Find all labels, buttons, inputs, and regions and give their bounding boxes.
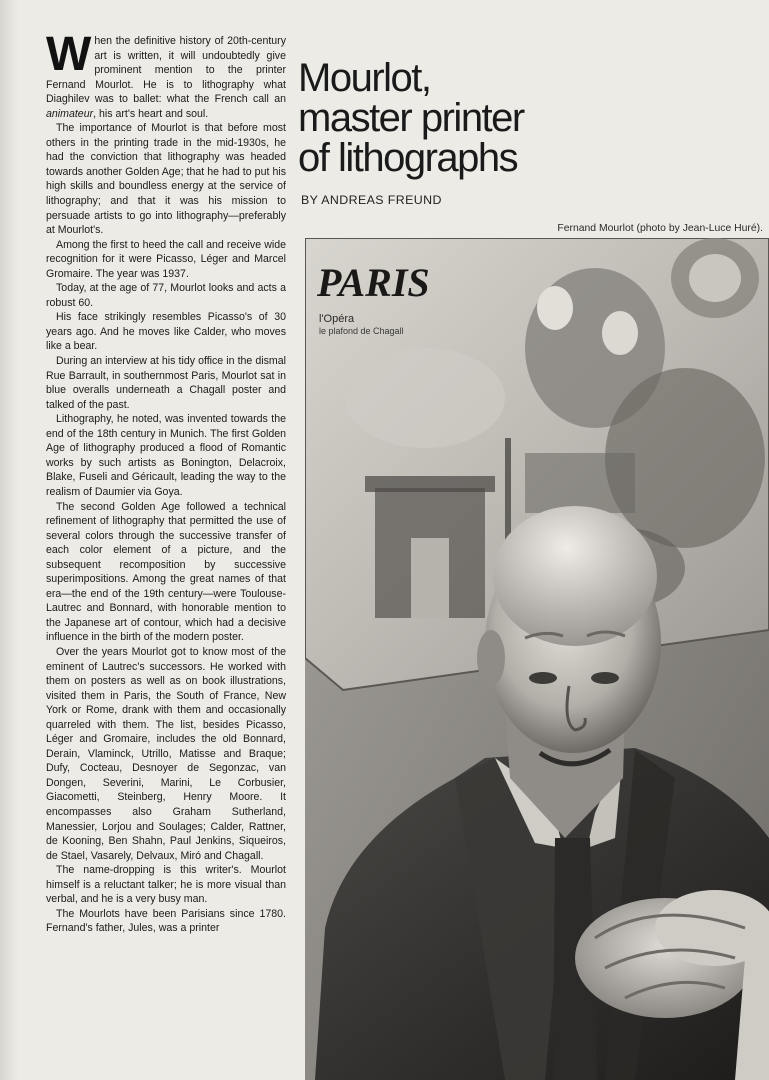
portrait-photo-illustration <box>305 238 769 1080</box>
byline: BY ANDREAS FREUND <box>301 193 442 207</box>
article-paragraph: When the definitive history of 20th-century art is written, it will undoubtedly give prominent mention to the printer Fernand Mourlot. He is to lithography what Diaghilev was to ballet: what the French call an animateur, his art's heart and soul. <box>46 28 286 120</box>
headline-line: master printer <box>298 96 524 140</box>
poster-subtitle: l'Opéra <box>319 313 355 325</box>
drop-cap: W <box>46 28 92 81</box>
page-gutter-shadow <box>0 0 18 1080</box>
article-paragraph: Over the years Mourlot got to know most of the eminent of Lautrec's successors. He worked with them on posters as well as on book illustrations, visited them in Paris, the South of France, New York or Rome, drank with them and occasionally quarreled with them. The list, besides Picasso, Léger and Gromaire, includes the old Bonnard, Derain, Vlaminck, Utrillo, Matisse and Braque; Dufy, Cocteau, Desnoyer de Segonzac, van Dongen, Severini, Marini, Le Corbusier, Giacometti, Steinberg, Henry Moore. It encompasses also Graham Sutherland, Manessier, Lorjou and Soulages; Calder, Rattner, de Kooning, Ben Shahn, Paul Jenkins, Siqueiros, de Stael, Vasarely, Delvaux, Miró and Chagall. <box>46 645 286 862</box>
article-paragraph: The second Golden Age followed a technical refinement of lithography that permitted the use of several colors through the successive transfer of each color element of a picture, and the subsequent recomposition by successive superimpositions. Among the great names of that era—the end of the 19th century—were Toulouse-Lautrec and Bonnard, with honorable mention to the Japanese art of contour, which had a decisive influence in the birth of the modern poster. <box>46 500 286 644</box>
poster-title: PARIS <box>317 260 430 305</box>
photo-caption: Fernand Mourlot (photo by Jean-Luce Huré). <box>557 223 763 234</box>
article-paragraph: During an interview at his tidy office in the dismal Rue Barrault, in southernmost Paris, Mourlot sat in blue overalls underneath a Chagall poster and talked of the past. <box>46 355 286 411</box>
headline-line: of lithographs <box>298 136 518 180</box>
article-headline <box>298 58 758 178</box>
article-paragraph: The importance of Mourlot is that before most others in the printing trade in the mid-1930s, he had the conviction that lithography was headed towards another Golden Age; that he had to put his high skills and boundless energy at the service of lithography; and that it was his mission to persuade artists to go into lithography—preferably at Mourlot's. <box>46 122 286 237</box>
article-paragraph: The name-dropping is this writer's. Mourlot himself is a reluctant talker; he is more visual than verbal, and he is a very busy man. <box>46 864 286 906</box>
article-paragraph: Among the first to heed the call and receive wide recognition for it were Picasso, Léger and Marcel Gromaire. The year was 1937. <box>46 238 286 280</box>
article-body-column <box>46 28 286 936</box>
article-paragraph: His face strikingly resembles Picasso's of 30 years ago. And he moves like Calder, who moves like a bear. <box>46 311 286 353</box>
article-paragraph: Today, at the age of 77, Mourlot looks and acts a robust 60. <box>46 282 286 309</box>
poster-subtitle-2: le plafond de Chagall <box>319 326 404 336</box>
article-paragraph: Lithography, he noted, was invented towards the end of the 18th century in Munich. The first Golden Age of lithography produced a flood of Romantic works by such artists as Bonington, Delacroix, Blake, Fuseli and Géricault, leading the way to the realism of Daumier via Goya. <box>46 413 286 498</box>
portrait-photo <box>305 238 769 1080</box>
article-paragraph: The Mourlots have been Parisians since 1780. Fernand's father, Jules, was a printer <box>46 907 286 935</box>
headline-line: Mourlot, <box>298 56 431 100</box>
